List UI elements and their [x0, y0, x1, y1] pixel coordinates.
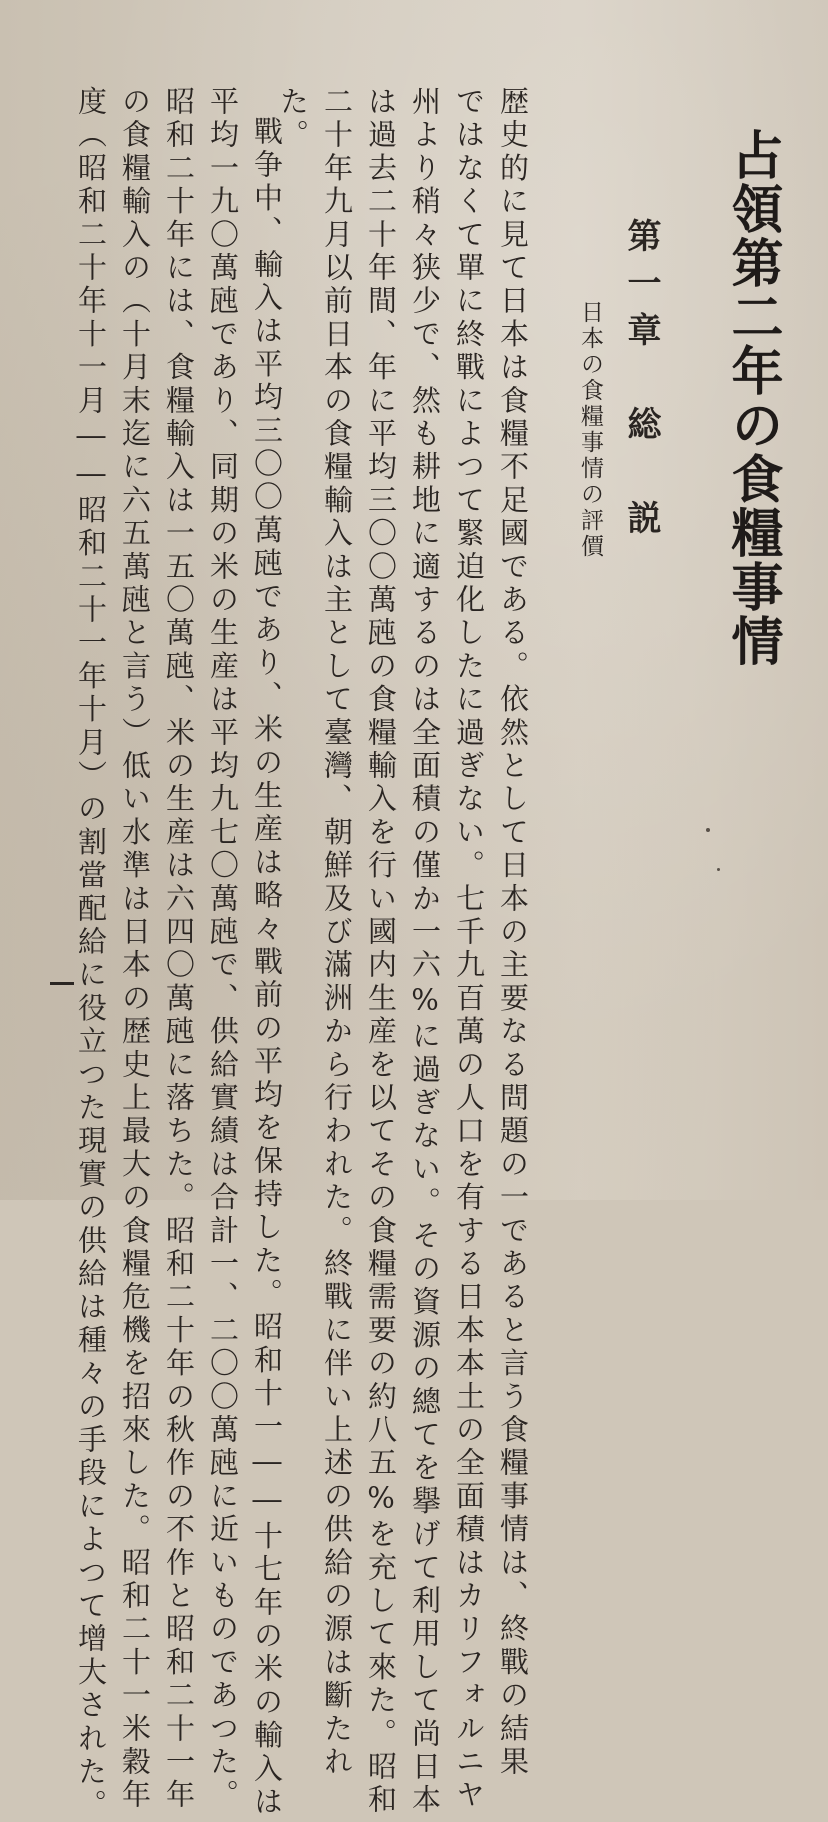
body-line: 歴史的に見て日本は食糧不足國である。依然として日本の主要なる問題の一であると言う食糧事情は、終戰の結果 — [496, 86, 530, 1780]
body-line: ではなくて單に終戰によつて緊迫化したに過ぎない。七千九百萬の人口を有する日本本土の全面積はカリフォルニヤ — [452, 86, 486, 1813]
body-line: 州より稍々狭少で、然も耕地に適するのは全面積の僅か一六%に過ぎない。その資源の總てを擧げて利用して尚日本 — [408, 86, 442, 1818]
body-line: 平均一九〇萬瓲であり、同期の米の生産は平均九七〇萬瓲で、供給實績は合計一、二〇〇萬瓲に近いものであつた。 — [206, 86, 240, 1813]
ink-speck — [717, 868, 720, 871]
body-line: の食糧輸入の（十月末迄に六五萬瓲と言う）低い水準は日本の歴史上最大の食糧危機を招來した。昭和二十一米穀年 — [118, 86, 152, 1813]
body-line: 戰争中、輸入は平均三〇〇萬瓲であり、米の生産は略々戰前の平均を保持した。昭和十一――十七年の米の輸入は — [250, 116, 284, 1820]
body-line: 二十年九月以前日本の食糧輸入は主として臺灣、朝鮮及び滿洲から行われた。終戰に伴い上述の供給の源は斷たれ — [320, 86, 354, 1780]
body-line: は過去二十年間、年に平均三〇〇萬瓲の食糧輸入を行い國内生産を以てその食糧需要の約八五%を充して來た。昭和 — [364, 86, 398, 1818]
page-title: 占領第二年の食糧事情 — [722, 128, 783, 668]
chapter-heading: 第一章 総 説 — [621, 218, 661, 547]
body-line: た。 — [276, 86, 310, 153]
page-number-mark — [50, 982, 74, 985]
body-line: 度（昭和二十年十一月――昭和二十一年十月）の割當配給に役立つた現實の供給は種々の手段によつて增大された。 — [74, 86, 108, 1822]
body-line: 昭和二十年には、食糧輸入は一五〇萬瓲、米の生産は六四〇萬瓲に落ちた。昭和二十年の秋作の不作と昭和二十一年 — [162, 86, 196, 1813]
section-heading: 日本の食糧事情の評價 — [577, 300, 603, 560]
ink-speck — [706, 828, 710, 832]
